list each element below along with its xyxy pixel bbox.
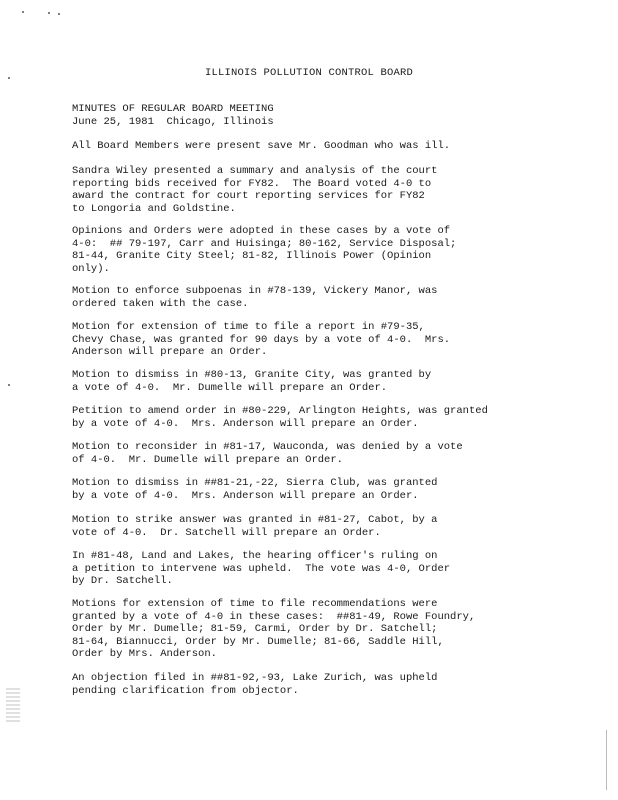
paragraph-reconsider-81-17: Motion to reconsider in #81-17, Wauconda, was denied by a vote of 4-0. Mr. Dumelle will prepare an Order. — [72, 441, 463, 466]
paragraph-opinions-orders: Opinions and Orders were adopted in these cases by a vote of 4-0: ## 79-197, Carr and Huisinga; 80-162, Service Disposal; 81-44, Granite City Steel; 81-82, Illinois Power (Opinion only). — [72, 225, 457, 275]
paragraph-objection-81-92: An objection filed in ##81-92,-93, Lake Zurich, was upheld pending clarification from objector. — [72, 672, 438, 697]
paragraph-court-reporting: Sandra Wiley presented a summary and analysis of the court reporting bids received for FY82. The Board voted 4-0 to award the contract for court reporting services for FY82 to Longoria and Goldstine. — [72, 165, 438, 215]
scan-speck — [48, 12, 50, 14]
minutes-heading-line2: June 25, 1981 Chicago, Illinois — [72, 116, 274, 128]
scan-speck — [22, 11, 24, 13]
paragraph-ruling-81-48: In #81-48, Land and Lakes, the hearing officer's ruling on a petition to intervene was upheld. The vote was 4-0, Order by Dr. Satchell. — [72, 550, 451, 588]
scan-artifact — [6, 688, 20, 722]
scan-speck — [58, 13, 60, 15]
paragraph-strike-81-27: Motion to strike answer was granted in #81-27, Cabot, by a vote of 4-0. Dr. Satchell will prepare an Order. — [72, 514, 438, 539]
document-title: ILLINOIS POLLUTION CONTROL BOARD — [204, 67, 414, 79]
paragraph-dismiss-81-21: Motion to dismiss in ##81-21,-22, Sierra Club, was granted by a vote of 4-0. Mrs. Anderson will prepare an Order. — [72, 477, 438, 502]
paragraph-dismiss-80-13: Motion to dismiss in #80-13, Granite City, was granted by a vote of 4-0. Mr. Dumelle will prepare an Order. — [72, 369, 432, 394]
paragraph-extension-79-35: Motion for extension of time to file a report in #79-35, Chevy Chase, was granted for 90 days by a vote of 4-0. Mrs. Anderson will prepare an Order. — [72, 321, 451, 359]
paragraph-amend-80-229: Petition to amend order in #80-229, Arlington Heights, was granted by a vote of 4-0. Mrs. Anderson will prepare an Order. — [72, 405, 488, 430]
minutes-heading-line1: MINUTES OF REGULAR BOARD MEETING — [72, 103, 274, 115]
paragraph-subpoenas: Motion to enforce subpoenas in #78-139, Vickery Manor, was ordered taken with the case. — [72, 285, 438, 310]
paragraph-attendance: All Board Members were present save Mr. Goodman who was ill. — [72, 140, 451, 152]
scan-edge — [606, 730, 607, 790]
scan-speck — [8, 384, 10, 386]
paragraph-extensions-recommendations: Motions for extension of time to file recommendations were granted by a vote of 4-0 in these cases: ##81-49, Rowe Foundry, Order by Mr. Dumelle; 81-59, Carmi, Order by Dr. Satchell; 81-64, Biannucci, Order by Mr. Dumelle; 81-66, Saddle Hill, Order by Mrs. Anderson. — [72, 598, 476, 661]
minutes-heading — [72, 103, 274, 129]
